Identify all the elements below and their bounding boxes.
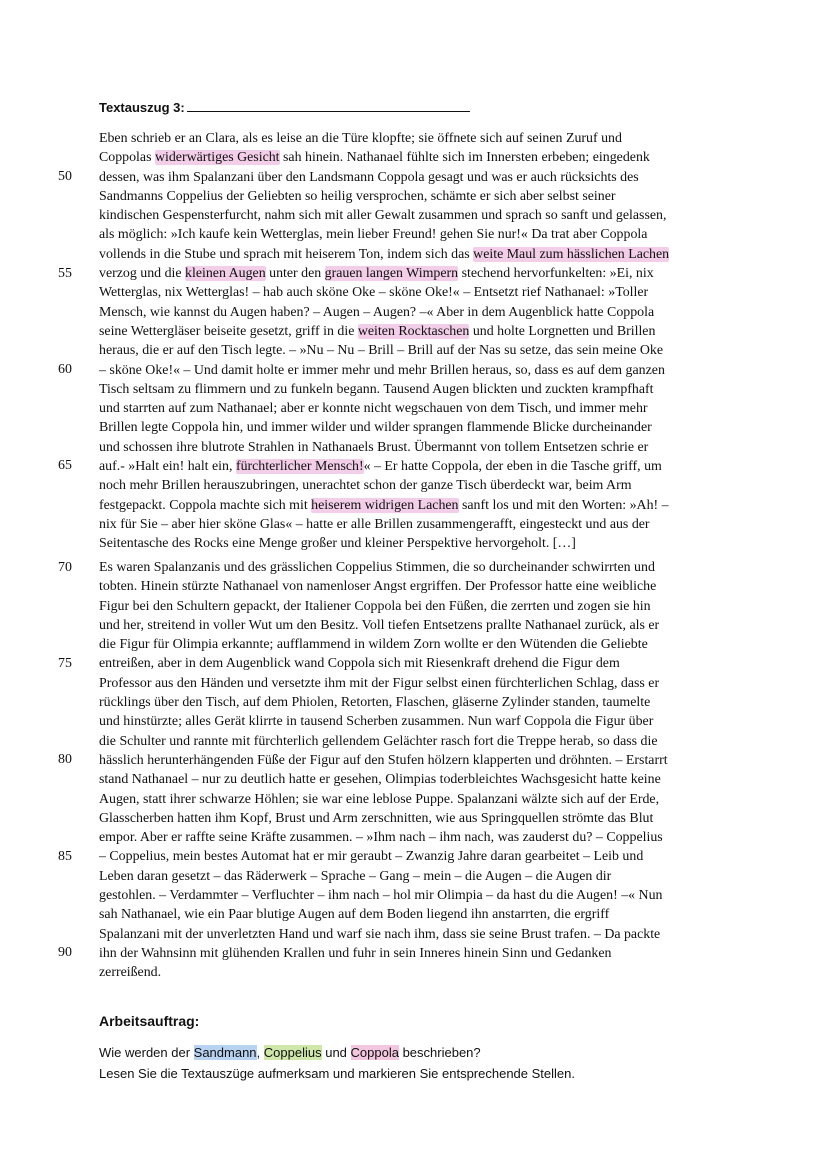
text-line <box>99 751 749 770</box>
highlight-coppola: fürchterlicher Mensch! <box>235 459 364 475</box>
text-segment: heraus, die er auf den Tisch legte. – »Nu – Nu – Brill – Brill auf der Nas su setze, das sein meine Oke <box>99 343 663 359</box>
text-segment: empor. Aber er raffte seine Kräfte zusammen. – »Ihm nach – ihm nach, was zauderst du? – Coppelius <box>99 830 663 846</box>
line-number: 75 <box>58 656 72 671</box>
text-segment: kindischen Gespensterfurcht, nahm sich mit aller Gewalt zusammen und sprach so sanft und gelassen, <box>99 208 667 224</box>
text-segment: sanft los und mit den Worten: »Ah! – <box>458 497 669 513</box>
text-line <box>99 925 749 944</box>
text-line <box>99 693 749 712</box>
text-segment: Mensch, wie kannst du Augen haben? – Augen – Augen? –« Aber in dem Augenblick hatte Coppola <box>99 304 655 320</box>
task-question-prefix: Wie werden der <box>99 1045 194 1060</box>
text-segment: und starrten auf zum Nathanael; aber er konnte nicht wegschauen von dem Tisch, und immer mehr <box>99 401 648 417</box>
text-segment: stand Nathanael – nur zu deutlich hatte er gesehen, Olimpias toderbleichtes Wachsgesicht hatte keine <box>99 772 661 788</box>
text-line <box>99 577 749 596</box>
text-line <box>99 322 749 341</box>
line-number: 90 <box>58 945 72 960</box>
text-segment: gestohlen. – Verdammter – Verfluchter – ihm nach – hol mir Olimpia – da hast du die Augen! –« Nun <box>99 888 663 904</box>
text-segment: und schossen ihre blutrote Strahlen in Nathanaels Brust. Übermannt von tollem Entsetzen schrie er <box>99 439 649 455</box>
text-line <box>99 245 749 264</box>
text-line <box>99 148 749 167</box>
text-line <box>99 496 749 515</box>
text-segment: – sköne Oke!« – Und damit holte er immer mehr und mehr Brillen heraus, so, dass es auf dem ganzen <box>99 362 665 378</box>
excerpt-heading <box>99 100 470 115</box>
text-segment: nix für Sie – aber hier sköne Glas« – hatte er alle Brillen zusammengerafft, eingesteckt und aus der <box>99 516 650 532</box>
text-segment: tobten. Hinein stürzte Nathanael von namenloser Angst ergriffen. Der Professor hatte eine weibliche <box>99 579 657 595</box>
text-line <box>99 303 749 322</box>
text-line <box>99 770 749 789</box>
text-segment: rücklings über den Tisch, auf dem Phiolen, Retorten, Flaschen, gläserne Zylinder standen, taumelte <box>99 695 651 711</box>
text-segment: Tisch seltsam zu flimmern und zu funkeln begann. Tausend Augen blickten und zuckten krampfhaft <box>99 381 654 397</box>
text-segment: noch mehr Brillen herauszubringen, unerachtet schon der ganze Tisch überdeckt war, beim Arm <box>99 478 632 494</box>
text-line <box>99 515 749 534</box>
text-segment: und holte Lorgnetten und Brillen <box>469 323 656 339</box>
text-segment: Wetterglas, nix Wetterglas! – hab auch sköne Oke – sköne Oke!« – Entsetzt rief Nathanael: »Toller <box>99 285 649 301</box>
text-segment: als möglich: »Ich kaufe kein Wetterglas, mein lieber Freund! gehen Sie nur!« Da trat aber Coppola <box>99 227 648 243</box>
text-line <box>99 809 749 828</box>
text-segment: Figur bei den Schultern gepackt, der Italiener Coppola bei den Füßen, die zerrten und zogen sie hin <box>99 598 651 614</box>
text-line <box>99 206 749 225</box>
text-line <box>99 476 749 495</box>
text-segment: Augen, statt ihrer schwarze Höhlen; sie war eine leblose Puppe. Spalanzani wälzte sich auf der Erde, <box>99 791 660 807</box>
name-sandmann: Sandmann <box>193 1045 257 1060</box>
text-line <box>99 674 749 693</box>
task-title: Arbeitsauftrag: <box>99 1013 200 1029</box>
line-number: 85 <box>58 849 72 864</box>
text-line <box>99 654 749 673</box>
text-line <box>99 187 749 206</box>
text-line <box>99 168 749 187</box>
text-line <box>99 534 749 553</box>
highlight-coppola: kleinen Augen <box>185 266 266 282</box>
line-number: 55 <box>58 266 72 281</box>
text-line <box>99 732 749 751</box>
text-line <box>99 712 749 731</box>
text-segment: auf.- »Halt ein! halt ein, <box>99 459 236 475</box>
text-segment: Es waren Spalanzanis und des grässlichen Coppelius Stimmen, die so durcheinander schwirrten und <box>99 560 655 575</box>
text-line <box>99 847 749 866</box>
text-line <box>99 828 749 847</box>
line-number: 80 <box>58 752 72 767</box>
text-line <box>99 635 749 654</box>
text-segment: Seitentasche des Rocks eine Menge großer und kleiner Perspektive hervorgeholt. […] <box>99 536 576 552</box>
name-coppola: Coppola <box>350 1045 399 1060</box>
task-question <box>99 1045 481 1060</box>
line-number: 65 <box>58 458 72 473</box>
excerpt-paragraph-2 <box>99 558 749 983</box>
text-line <box>99 283 749 302</box>
highlight-coppola: weiten Rocktaschen <box>357 323 470 339</box>
text-segment: und hinstürzte; alles Gerät klirrte in tausend Scherben zusammen. Nun warf Coppola die Figur über <box>99 714 654 730</box>
text-line <box>99 418 749 437</box>
name-coppelius: Coppelius <box>263 1045 322 1060</box>
highlight-coppola: grauen langen Wimpern <box>324 266 459 282</box>
text-segment: dessen, was ihm Spalanzani über den Landsmann Coppola gesagt und was er auch rücksichts des <box>99 169 639 185</box>
text-line <box>99 129 749 148</box>
task-question-suffix: beschrieben? <box>398 1045 481 1060</box>
text-line <box>99 399 749 418</box>
text-line <box>99 341 749 360</box>
text-segment: « – Er hatte Coppola, der eben in die Tasche griff, um <box>363 459 662 475</box>
text-line <box>99 457 749 476</box>
text-segment: Brillen legte Coppola hin, und immer wilder und wilder sprangen flammende Blicke durcheinander <box>99 420 652 436</box>
text-line <box>99 438 749 457</box>
text-line <box>99 944 749 963</box>
text-line <box>99 558 749 577</box>
line-number: 50 <box>58 169 72 184</box>
text-line <box>99 905 749 924</box>
text-segment: stechend hervorfunkelten: »Ei, nix <box>458 266 654 282</box>
text-segment: – Coppelius, mein bestes Automat hat er mir geraubt – Zwanzig Jahre daran gearbeitet – Leib und <box>99 849 644 865</box>
text-segment: hässlich herunterhängenden Füße der Figur auf den Stufen hölzern klapperten und dröhnten. – Erstarrt <box>99 752 668 768</box>
highlight-coppola: weite Maul zum hässlichen Lachen <box>473 246 670 262</box>
highlight-coppola: heiserem widrigen Lachen <box>311 497 459 513</box>
text-segment: sah Nathanael, wie ein Paar blutige Augen auf dem Boden liegend ihn anstarrten, die ergriff <box>99 907 610 923</box>
excerpt-heading-label: Textauszug 3: <box>99 100 185 115</box>
text-segment: Coppolas <box>99 150 155 166</box>
text-line <box>99 597 749 616</box>
text-segment: Spalanzani mit der unverletzten Hand und warf sie nach ihm, dass sie seine Brust trafen. – Da packte <box>99 926 661 942</box>
excerpt-paragraph-1 <box>99 129 749 554</box>
task-sep-1: , <box>256 1045 264 1060</box>
task-sep-2: und <box>321 1045 351 1060</box>
text-line <box>99 380 749 399</box>
task-instruction: Lesen Sie die Textauszüge aufmerksam und markieren Sie entsprechende Stellen. <box>99 1066 575 1081</box>
text-line <box>99 886 749 905</box>
text-segment: Glasscherben hatten ihm Kopf, Brust und Arm zerschnitten, wie aus Springquellen strömte das Blut <box>99 810 654 826</box>
line-number: 60 <box>58 362 72 377</box>
text-line <box>99 790 749 809</box>
text-segment: seine Wettergläser beiseite gesetzt, griff in die <box>99 323 358 339</box>
text-segment: festgepackt. Coppola machte sich mit <box>99 497 312 513</box>
text-line <box>99 963 749 982</box>
text-segment: sah hinein. Nathanael fühlte sich im Innersten erbeben; eingedenk <box>279 150 650 166</box>
text-segment: ihn der Wahnsinn mit glühenden Krallen und fuhr in sein Inneres hinein Sinn und Gedanken <box>99 945 612 961</box>
text-segment: entreißen, aber in dem Augenblick wand Coppola sich mit Riesenkraft drehend die Figur dem <box>99 656 620 672</box>
text-segment: Sandmanns Coppelius der Geliebten so heilig versprochen, schämte er sich aber selbst seiner <box>99 188 616 204</box>
text-segment: zerreißend. <box>99 965 162 981</box>
text-segment: die Schulter und rannte mit fürchterlich gellendem Gelächter rasch fort die Treppe herab, so dass die <box>99 733 658 749</box>
text-segment: vollends in die Stube und sprach mit heiserem Ton, indem sich das <box>99 246 474 262</box>
highlight-coppola: widerwärtiges Gesicht <box>154 150 280 166</box>
text-segment: verzog und die <box>99 266 186 282</box>
text-line <box>99 361 749 380</box>
text-line <box>99 264 749 283</box>
text-line <box>99 225 749 244</box>
heading-blank-line <box>187 101 470 112</box>
text-segment: Leben daran gesetzt – das Räderwerk – Sprache – Gang – mein – die Augen – die Augen dir <box>99 868 612 884</box>
text-line <box>99 867 749 886</box>
text-segment: unter den <box>265 266 325 282</box>
text-line <box>99 616 749 635</box>
line-number: 70 <box>58 560 72 575</box>
text-segment: Eben schrieb er an Clara, als es leise an die Türe klopfte; sie öffnete sich auf seinen Zuruf und <box>99 131 622 146</box>
text-segment: Professor aus den Händen und versetzte ihm mit der Figur selbst einen fürchterlichen Schlag, dass er <box>99 675 660 691</box>
text-segment: und her, streitend in voller Wut um den Besitz. Voll tiefen Entsetzens prallte Nathanael zurück, als er <box>99 617 660 633</box>
text-segment: die Figur für Olimpia erkannte; aufflammend in wildem Zorn wollte er den Wütenden die Geliebte <box>99 637 648 653</box>
